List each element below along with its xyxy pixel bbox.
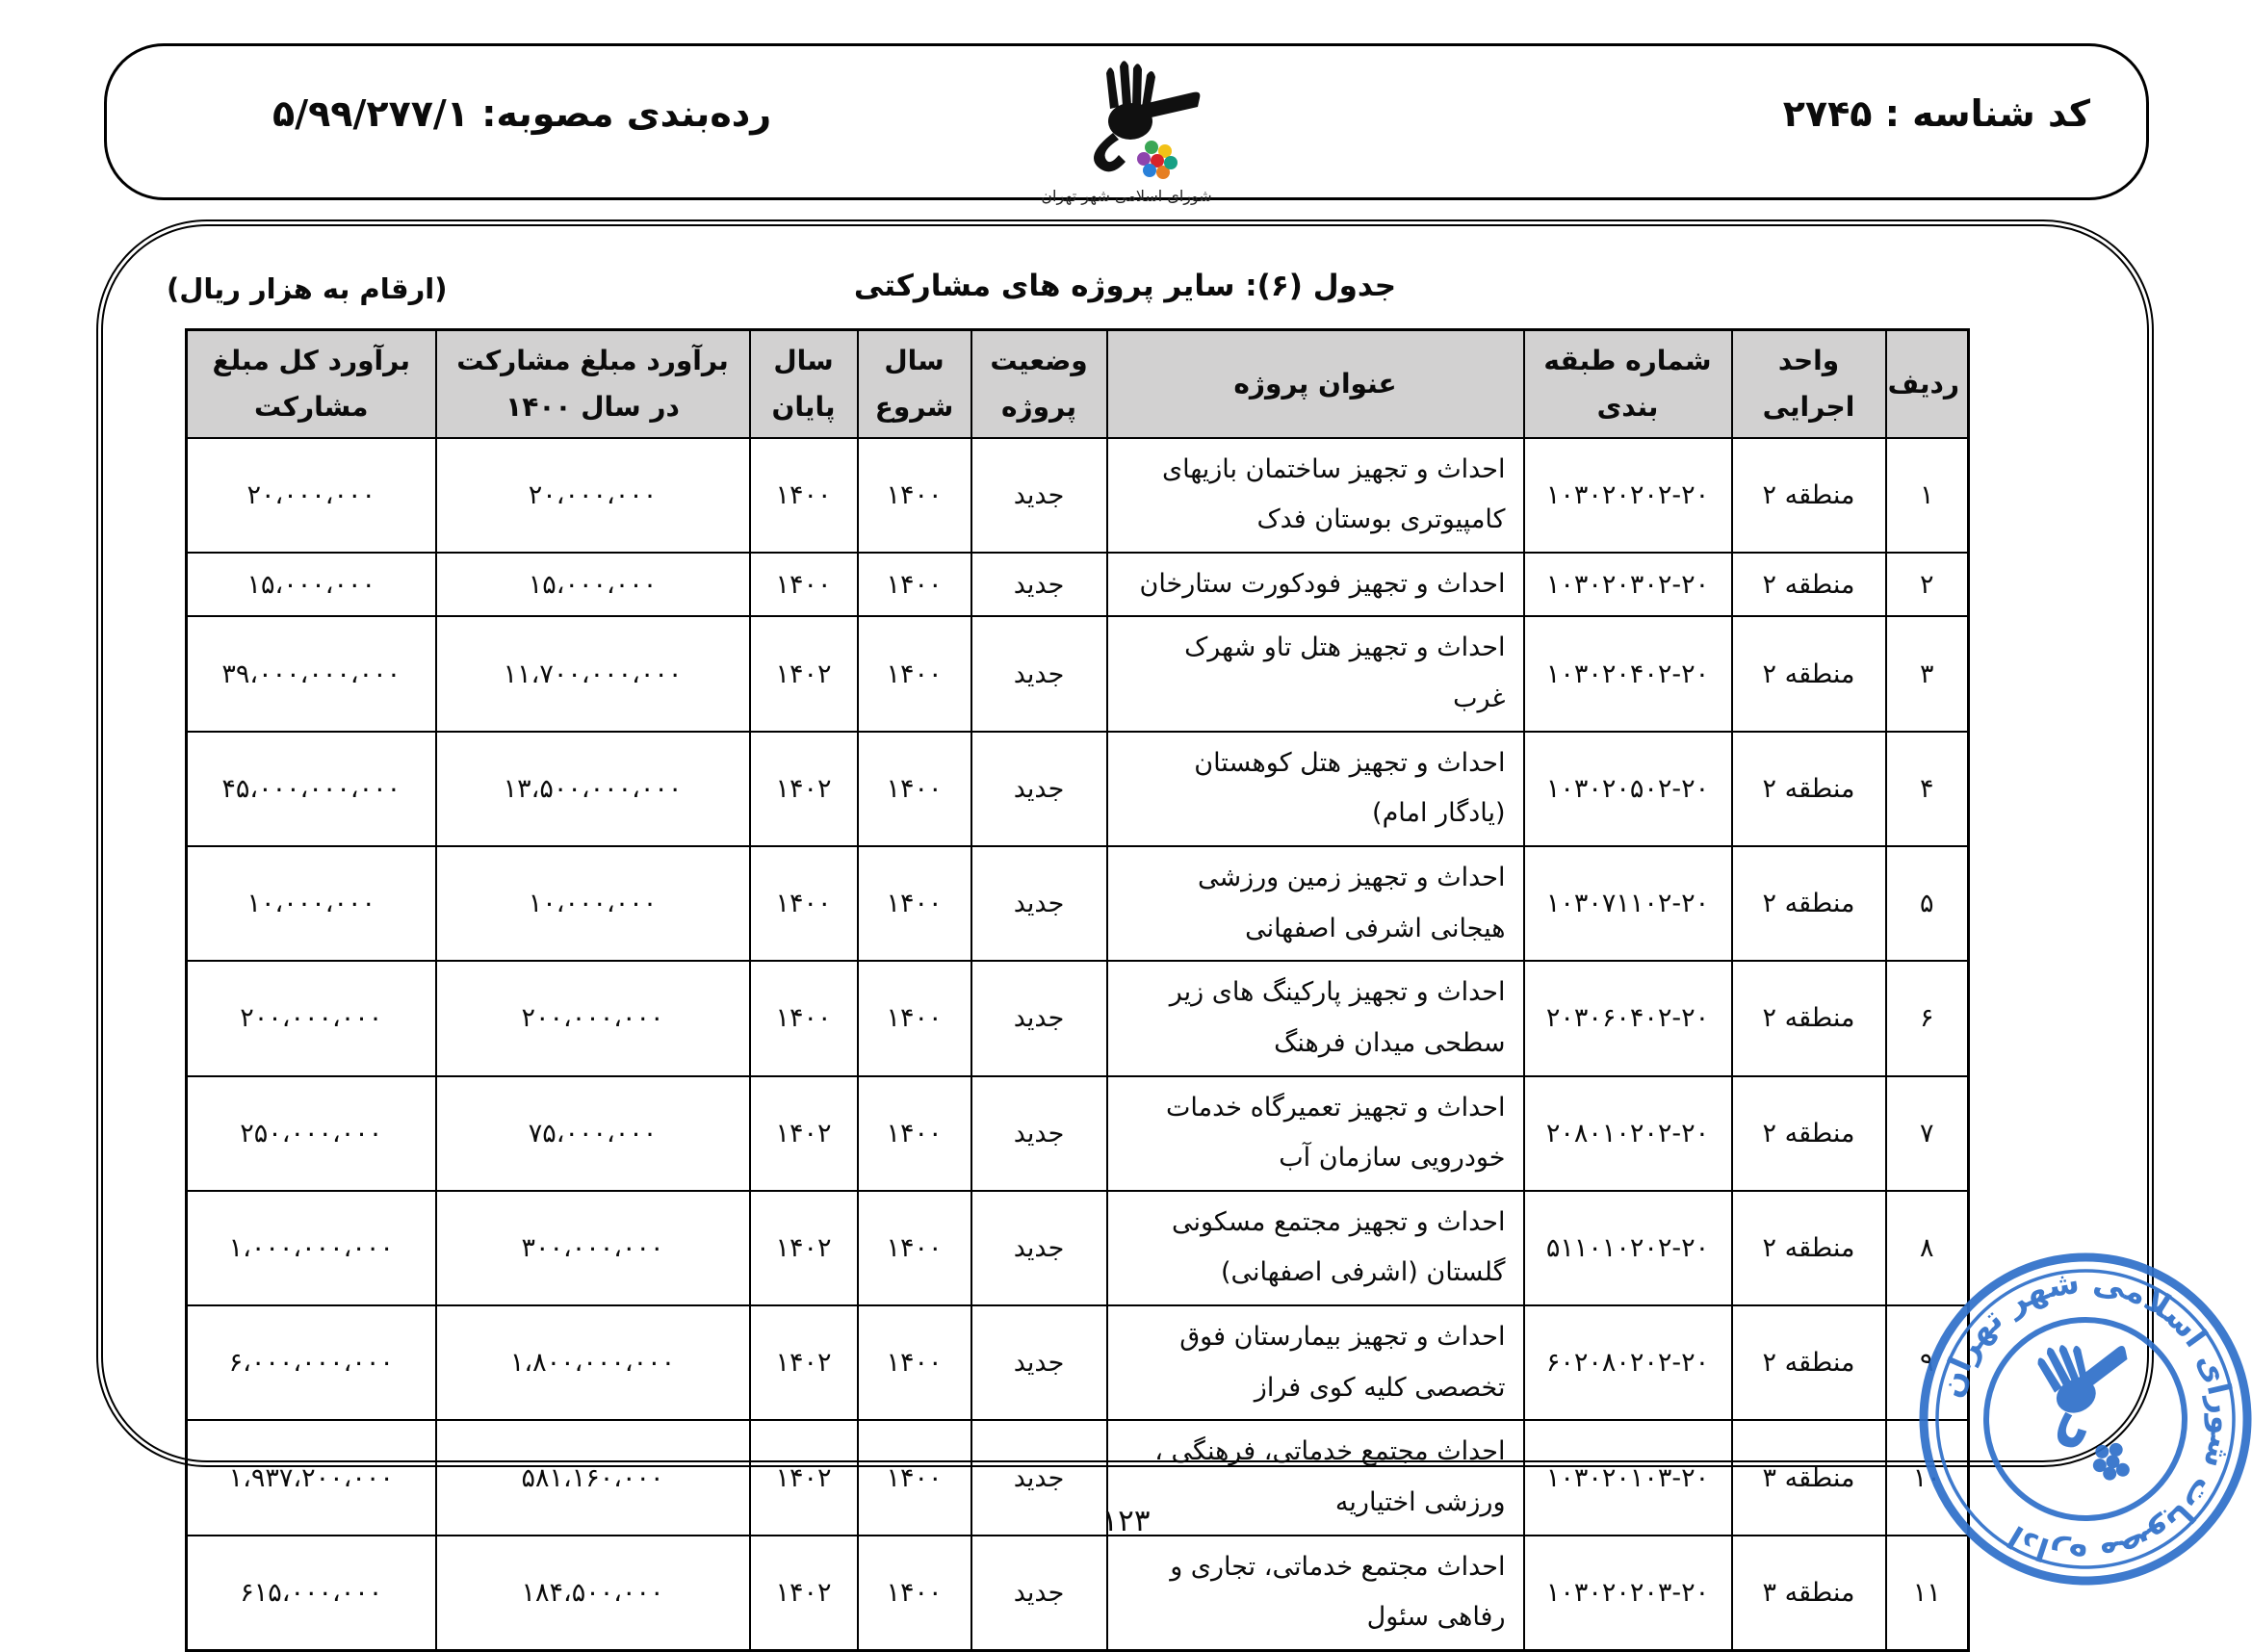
cell-project-status: جدید (971, 732, 1107, 846)
table-header-row (187, 330, 1969, 438)
col-executive-unit: واحد اجرایی (1732, 330, 1886, 438)
table-row (187, 616, 1969, 731)
cell-end-year: ۱۴۰۰ (750, 961, 858, 1075)
cell-classification-number: ۶۰۲۰۸۰۲۰۲-۲۰ (1524, 1305, 1732, 1420)
cell-row-number: ۱ (1886, 438, 1969, 553)
cell-amount-1400: ۱،۸۰۰،۰۰۰،۰۰۰ (436, 1305, 750, 1420)
cell-project-title: احداث و تجهیز فودکورت ستارخان (1107, 553, 1524, 617)
cell-executive-unit: منطقه ۲ (1732, 553, 1886, 617)
cell-amount-1400: ۱۳،۵۰۰،۰۰۰،۰۰۰ (436, 732, 750, 846)
cell-project-title: احداث مجتمع خدماتی، تجاری و رفاهی سئول (1107, 1536, 1524, 1651)
cell-start-year: ۱۴۰۰ (858, 1191, 971, 1305)
cell-end-year: ۱۴۰۲ (750, 732, 858, 846)
cell-start-year: ۱۴۰۰ (858, 846, 971, 961)
cell-row-number: ۱۱ (1886, 1536, 1969, 1651)
cell-classification-number: ۱۰۳۰۲۰۴۰۲-۲۰ (1524, 616, 1732, 731)
table-body (187, 438, 1969, 1651)
cell-end-year: ۱۴۰۲ (750, 1191, 858, 1305)
cell-classification-number: ۱۰۳۰۲۰۱۰۳-۲۰ (1524, 1420, 1732, 1535)
cell-total-amount: ۱،۰۰۰،۰۰۰،۰۰۰ (187, 1191, 436, 1305)
cell-project-status: جدید (971, 1191, 1107, 1305)
table-row (187, 553, 1969, 617)
cell-total-amount: ۲۰۰،۰۰۰،۰۰۰ (187, 961, 436, 1075)
cell-project-title: احداث و تجهیز بیمارستان فوق تخصصی کلیه کوی فراز (1107, 1305, 1524, 1420)
cell-end-year: ۱۴۰۲ (750, 1420, 858, 1535)
cell-executive-unit: منطقه ۲ (1732, 732, 1886, 846)
cell-amount-1400: ۱۰،۰۰۰،۰۰۰ (436, 846, 750, 961)
table-row (187, 961, 1969, 1075)
cell-classification-number: ۱۰۳۰۲۰۵۰۲-۲۰ (1524, 732, 1732, 846)
cell-end-year: ۱۴۰۲ (750, 616, 858, 731)
page-number: ۱۲۳ (1101, 1504, 1151, 1538)
cell-row-number: ۱۰ (1886, 1420, 1969, 1535)
cell-project-status: جدید (971, 1076, 1107, 1191)
cell-project-title: احداث و تجهیز هتل کوهستان (یادگار امام) (1107, 732, 1524, 846)
col-amount-1400: برآورد مبلغ مشارکت در سال ۱۴۰۰ (436, 330, 750, 438)
cell-project-title: احداث و تجهیز تعمیرگاه خدمات خودرویی سازمان آب (1107, 1076, 1524, 1191)
cell-start-year: ۱۴۰۰ (858, 1536, 971, 1651)
cell-start-year: ۱۴۰۰ (858, 732, 971, 846)
cell-end-year: ۱۴۰۰ (750, 846, 858, 961)
col-project-title: عنوان پروژه (1107, 330, 1524, 438)
cell-executive-unit: منطقه ۳ (1732, 1420, 1886, 1535)
cell-project-title: احداث و تجهیز پارکینگ های زیر سطحی میدان فرهنگ (1107, 961, 1524, 1075)
col-start-year: سال شروع (858, 330, 971, 438)
cell-executive-unit: منطقه ۲ (1732, 1076, 1886, 1191)
cell-executive-unit: منطقه ۲ (1732, 438, 1886, 553)
cell-amount-1400: ۲۰،۰۰۰،۰۰۰ (436, 438, 750, 553)
cell-executive-unit: منطقه ۲ (1732, 1305, 1886, 1420)
table-row (187, 1076, 1969, 1191)
table-row (187, 1191, 1969, 1305)
table-row (187, 846, 1969, 961)
cell-start-year: ۱۴۰۰ (858, 438, 971, 553)
cell-total-amount: ۴۵،۰۰۰،۰۰۰،۰۰۰ (187, 732, 436, 846)
logo-caption: شورای اسلامی شهر تهران (1041, 187, 1212, 205)
cell-end-year: ۱۴۰۲ (750, 1076, 858, 1191)
cell-end-year: ۱۴۰۲ (750, 1536, 858, 1651)
header-frame (104, 43, 2149, 205)
cell-row-number: ۵ (1886, 846, 1969, 961)
projects-table (185, 328, 1970, 1652)
cell-project-title: احداث و تجهیز هتل تاو شهرک غرب (1107, 616, 1524, 731)
col-end-year: سال پایان (750, 330, 858, 438)
cell-executive-unit: منطقه ۲ (1732, 846, 1886, 961)
cell-classification-number: ۲۰۸۰۱۰۲۰۲-۲۰ (1524, 1076, 1732, 1191)
document-classification: رده‌بندی مصوبه: ۵/۹۹/۲۷۷/۱ (272, 92, 772, 135)
cell-total-amount: ۳۹،۰۰۰،۰۰۰،۰۰۰ (187, 616, 436, 731)
cell-amount-1400: ۱۵،۰۰۰،۰۰۰ (436, 553, 750, 617)
cell-project-status: جدید (971, 1420, 1107, 1535)
table-title: جدول (۶): سایر پروژه های مشارکتی (853, 269, 1397, 303)
cell-start-year: ۱۴۰۰ (858, 553, 971, 617)
cell-total-amount: ۱۰،۰۰۰،۰۰۰ (187, 846, 436, 961)
cell-amount-1400: ۱۸۴،۵۰۰،۰۰۰ (436, 1536, 750, 1651)
cell-classification-number: ۱۰۳۰۷۱۱۰۲-۲۰ (1524, 846, 1732, 961)
cell-project-status: جدید (971, 961, 1107, 1075)
table-row (187, 438, 1969, 553)
cell-amount-1400: ۱۱،۷۰۰،۰۰۰،۰۰۰ (436, 616, 750, 731)
cell-executive-unit: منطقه ۲ (1732, 616, 1886, 731)
cell-row-number: ۶ (1886, 961, 1969, 1075)
cell-project-status: جدید (971, 616, 1107, 731)
cell-amount-1400: ۳۰۰،۰۰۰،۰۰۰ (436, 1191, 750, 1305)
cell-total-amount: ۶۱۵،۰۰۰،۰۰۰ (187, 1536, 436, 1651)
col-row-number: ردیف (1886, 330, 1969, 438)
cell-row-number: ۳ (1886, 616, 1969, 731)
cell-end-year: ۱۴۰۲ (750, 1305, 858, 1420)
cell-total-amount: ۲۰،۰۰۰،۰۰۰ (187, 438, 436, 553)
cell-start-year: ۱۴۰۰ (858, 1076, 971, 1191)
cell-classification-number: ۱۰۳۰۲۰۲۰۳-۲۰ (1524, 1536, 1732, 1651)
cell-start-year: ۱۴۰۰ (858, 1305, 971, 1420)
table-row (187, 1305, 1969, 1420)
cell-end-year: ۱۴۰۰ (750, 438, 858, 553)
cell-start-year: ۱۴۰۰ (858, 616, 971, 731)
cell-project-status: جدید (971, 846, 1107, 961)
cell-row-number: ۸ (1886, 1191, 1969, 1305)
cell-start-year: ۱۴۰۰ (858, 961, 971, 1075)
col-project-status: وضعیت پروژه (971, 330, 1107, 438)
cell-total-amount: ۱۵،۰۰۰،۰۰۰ (187, 553, 436, 617)
cell-amount-1400: ۲۰۰،۰۰۰،۰۰۰ (436, 961, 750, 1075)
col-classification-number: شماره طبقه بندی (1524, 330, 1732, 438)
cell-project-title: احداث و تجهیز زمین ورزشی هیجانی اشرفی اصفهانی (1107, 846, 1524, 961)
cell-executive-unit: منطقه ۲ (1732, 1191, 1886, 1305)
cell-project-title: احداث و تجهیز ساختمان بازیهای کامپیوتری بوستان فدک (1107, 438, 1524, 553)
cell-classification-number: ۱۰۳۰۲۰۳۰۲-۲۰ (1524, 553, 1732, 617)
cell-classification-number: ۲۰۳۰۶۰۴۰۲-۲۰ (1524, 961, 1732, 1075)
cell-total-amount: ۱،۹۳۷،۲۰۰،۰۰۰ (187, 1420, 436, 1535)
cell-row-number: ۲ (1886, 553, 1969, 617)
cell-project-title: احداث و تجهیز مجتمع مسکونی گلستان (اشرفی اصفهانی) (1107, 1191, 1524, 1305)
logo-flower-icon (1137, 141, 1178, 179)
cell-end-year: ۱۴۰۰ (750, 553, 858, 617)
cell-project-status: جدید (971, 438, 1107, 553)
cell-row-number: ۹ (1886, 1305, 1969, 1420)
col-total-amount: برآورد کل مبلغ مشارکت (187, 330, 436, 438)
cell-amount-1400: ۵۸۱،۱۶۰،۰۰۰ (436, 1420, 750, 1535)
table-row (187, 1536, 1969, 1651)
unit-note: (ارقام به هزار ریال) (167, 272, 448, 305)
cell-executive-unit: منطقه ۲ (1732, 961, 1886, 1075)
cell-project-status: جدید (971, 1305, 1107, 1420)
cell-row-number: ۷ (1886, 1076, 1969, 1191)
cell-project-status: جدید (971, 553, 1107, 617)
cell-classification-number: ۵۱۱۰۱۰۲۰۲-۲۰ (1524, 1191, 1732, 1305)
cell-project-status: جدید (971, 1536, 1107, 1651)
council-logo (1001, 54, 1252, 205)
cell-project-title: احداث مجتمع خدماتی، فرهنگی ، ورزشی اختیاریه (1107, 1420, 1524, 1535)
cell-total-amount: ۲۵۰،۰۰۰،۰۰۰ (187, 1076, 436, 1191)
cell-start-year: ۱۴۰۰ (858, 1420, 971, 1535)
cell-row-number: ۴ (1886, 732, 1969, 846)
table-row (187, 732, 1969, 846)
cell-executive-unit: منطقه ۳ (1732, 1536, 1886, 1651)
stamp-text: اداره مصوبات شورای اسلامی شهر تهران (1930, 1262, 2242, 1576)
document-code: کد شناسه : ۲۷۴۵ (1782, 92, 2090, 135)
cell-classification-number: ۱۰۳۰۲۰۲۰۲-۲۰ (1524, 438, 1732, 553)
cell-total-amount: ۶،۰۰۰،۰۰۰،۰۰۰ (187, 1305, 436, 1420)
council-logo-icon (1035, 54, 1218, 187)
cell-amount-1400: ۷۵،۰۰۰،۰۰۰ (436, 1076, 750, 1191)
